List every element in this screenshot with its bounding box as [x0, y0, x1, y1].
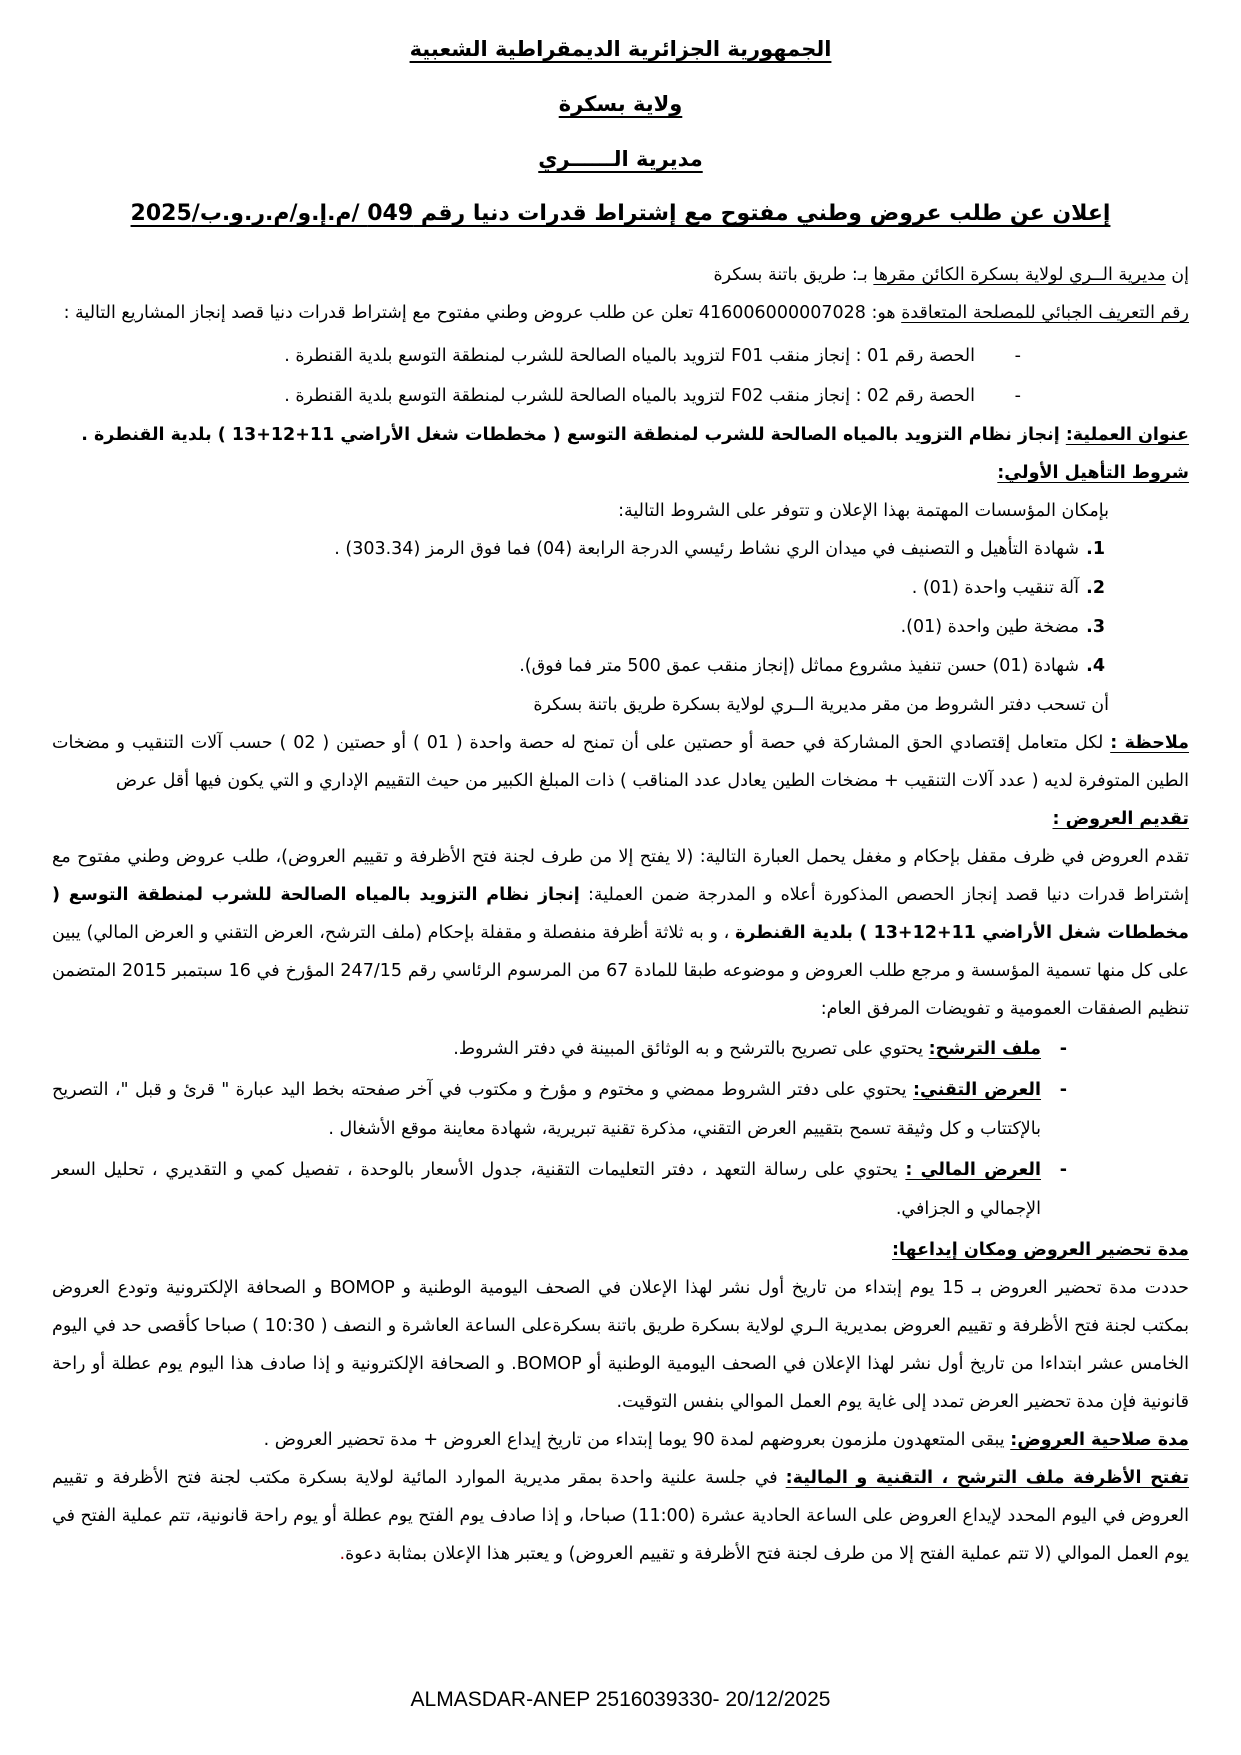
operation-line	[52, 416, 1189, 454]
submission-paragraph-bold: إنجاز نظام التزويد بالمياه الصالحة للشرب لمنطقة التوسع ( مخططات شغل الأراضي 11+12+13 ) بلدية القنطرة	[52, 885, 1189, 943]
dash-bullet-icon: -	[1014, 346, 1021, 366]
submission-paragraph-normal: تقدم العروض في ظرف مقفل بإحكام و مغفل يحمل العبارة التالية: (لا يفتح إلا من طرف لجنة فتح الأظرفة و تقييم العروض)، طلب عروض وطني مفتوح مع إشتراط قدرات دنيا قصد إنجاز الحصص المذكورة أعلاه و المدرجة ضمن العملية:	[52, 847, 1189, 905]
dash-bullet-icon: -	[1059, 1039, 1067, 1059]
operation-text: إنجاز نظام التزويد بالمياه الصالحة للشرب لمنطقة التوسع ( مخططات شغل الأراضي 11+12+13 ) بلدية القنطرة .	[81, 425, 1066, 445]
envelope-item-technical	[52, 1071, 1189, 1149]
envelope-item-financial	[52, 1151, 1189, 1229]
envelope-technical-text	[52, 1071, 1041, 1149]
envelope-financial-body: يحتوي على رسالة التعهد ، دفتر التعليمات التقنية، جدول الأسعار بالوحدة ، تفصيل كمي و التقديري ، تحليل السعر الإجمالي و الجزافي.	[52, 1160, 1041, 1219]
envelope-candidacy-text	[52, 1030, 1041, 1069]
condition-item-2	[52, 569, 1189, 608]
wilaya-line	[52, 91, 1189, 117]
condition-1-number: 1.	[1086, 539, 1105, 559]
dash-bullet-icon: -	[1059, 1160, 1067, 1180]
submission-paragraph-rest: ، و به ثلاثة أظرفة منفصلة و مقفلة بإحكام (ملف الترشح، العرض التقني و العرض المالي) يبين على كل منها تسمية المؤسسة و مرجع طلب العروض و موضوعه طبقا للمادة 67 من المرسوم الرئاسي رقم 247/15 المؤرخ في 16 سبتمبر 2015 المتضمن تنظيم الصفقات العمومية و تفويضات المرفق العام:	[52, 923, 1190, 1019]
envelope-candidacy-body: يحتوي على تصريح بالترشح و به الوثائق المبينة في دفتر الشروط.	[453, 1039, 929, 1059]
preparation-paragraph-text: حددت مدة تحضير العروض بـ 15 يوم إبتداء من تاريخ أول نشر لهذا الإعلان في الصحف اليومية الوطنية و BOMOP و الصحافة الإلكترونية وتودع العروض بمكتب لجنة فتح الأظرفة و تقييم العروض بمديرية الـري لولاية بسكرة طريق باتنة بسكرةعلى الساعة العاشرة و النصف ( 10:30 ) صباحا كأقصى حد في اليوم الخامس عشر ابتداءا من تاريخ أول نشر لهذا الإعلان في الصحف اليومية الوطنية أو BOMOP. و الصحافة الإلكترونية و إذا صادف هذا اليوم يوم عطلة أو راحة قانونية فإن مدة تحضير العرض تمدد إلى غاية يوم العمل الموالي بنفس التوقيت.	[52, 1278, 1189, 1412]
republic-line	[52, 36, 1189, 62]
lot-item-1-text: الحصة رقم 01 : إنجاز منقب F01 لتزويد بالمياه الصالحة للشرب لمنطقة التوسع بلدية القنطرة .	[284, 346, 975, 366]
republic-text: الجمهورية الجزائرية الديمقراطية الشعبية	[409, 37, 832, 61]
directorate-text: مديرية الــــــري	[538, 147, 703, 171]
footer-reference-text: ALMASDAR-ANEP 2516039330- 20/12/2025	[410, 1688, 831, 1711]
validity-text: يبقى المتعهدون ملزمون بعروضهم لمدة 90 يوما إبتداء من تاريخ إيداع العروض + مدة تحضير العروض .	[263, 1430, 1011, 1450]
directorate-line	[52, 146, 1189, 172]
intro-line-2-underlined: رقم التعريف الجبائي للمصلحة المتعاقدة	[901, 303, 1189, 323]
opening-final-period: .	[339, 1544, 346, 1564]
opening-paragraph	[52, 1459, 1189, 1573]
preparation-title-text: مدة تحضير العروض ومكان إيداعها:	[891, 1240, 1189, 1260]
remark-paragraph	[52, 724, 1189, 800]
envelope-technical-label: العرض التقني:	[913, 1080, 1042, 1100]
intro-line-1-prefix: إن	[1165, 265, 1189, 285]
condition-3-text: مضخة طين واحدة (01).	[900, 617, 1079, 637]
envelope-financial-label: العرض المالي :	[905, 1160, 1041, 1180]
submission-title	[52, 800, 1189, 838]
intro-line-1-rest: بـ: طريق باتنة بسكرة	[713, 265, 874, 285]
preparation-title	[52, 1231, 1189, 1269]
condition-2-text: آلة تنقيب واحدة (01) .	[911, 578, 1079, 598]
remark-text: لكل متعامل إقتصادي الحق المشاركة في حصة أو حصتين على أن تمنح له حصة واحدة ( 01 ) أو حصتين ( 02 ) حسب آلات التنقيب و مضخات الطين المتوفرة لديه ( عدد آلات التنقيب + مضخات الطين يعادل عدد المناقب ) ذات المبلغ الكبير من حيث التقييم الإداري و التي يكون فيها أقل عرض	[52, 733, 1189, 791]
condition-1-text: شهادة التأهيل و التصنيف في ميدان الري نشاط رئيسي الدرجة الرابعة (04) فما فوق الرمز (303.34) .	[334, 539, 1079, 559]
qualification-intro-text: بإمكان المؤسسات المهتمة بهذا الإعلان و تتوفر على الشروط التالية:	[618, 501, 1109, 521]
notice-title	[52, 201, 1189, 227]
condition-2-number: 2.	[1086, 578, 1105, 598]
withdraw-note-text: أن تسحب دفتر الشروط من مقر مديرية الــري لولاية بسكرة طريق باتنة بسكرة	[533, 695, 1109, 715]
lot-item-2-text: الحصة رقم 02 : إنجاز منقب F02 لتزويد بالمياه الصالحة للشرب لمنطقة التوسع بلدية القنطرة .	[284, 386, 975, 406]
withdraw-note	[52, 686, 1189, 724]
lot-item-1	[52, 336, 1189, 376]
submission-paragraph	[52, 838, 1189, 1028]
condition-item-4	[52, 647, 1189, 686]
wilaya-text: ولاية بسكرة	[558, 92, 683, 116]
intro-line-2-rest: هو: 416006000007028 تعلن عن طلب عروض وطني مفتوح مع إشتراط قدرات دنيا قصد إنجاز المشاريع التالية :	[63, 303, 902, 323]
dash-bullet-icon: -	[1014, 386, 1021, 406]
condition-4-text: شهادة (01) حسن تنفيذ مشروع مماثل (إنجاز منقب عمق 500 متر فما فوق).	[519, 656, 1079, 676]
condition-item-3	[52, 608, 1189, 647]
opening-label: تفتح الأظرفة ملف الترشح ، التقنية و المالية:	[785, 1468, 1189, 1488]
validity-paragraph	[52, 1421, 1189, 1459]
condition-4-number: 4.	[1086, 656, 1105, 676]
remark-label: ملاحظة :	[1110, 733, 1189, 753]
intro-line-1	[52, 256, 1189, 294]
submission-title-text: تقديم العروض :	[1052, 809, 1189, 829]
footer-reference	[0, 1688, 1241, 1712]
qualification-intro	[52, 492, 1189, 530]
envelope-technical-body: يحتوي على دفتر الشروط ممضي و مختوم و مؤرخ و مكتوب في آخر صفحته بخط اليد عبارة " قرئ و قبل "، التصريح بالإكتتاب و كل وثيقة تسمح بتقييم العرض التقني، مذكرة تقنية تبريرية، شهادة معاينة موقع الأشغال .	[52, 1080, 1041, 1139]
lot-item-2	[52, 376, 1189, 416]
intro-line-2	[52, 294, 1189, 332]
dash-bullet-icon: -	[1059, 1080, 1067, 1100]
envelope-financial-text	[52, 1151, 1041, 1229]
opening-text: في جلسة علنية واحدة بمقر مديرية الموارد المائية لولاية بسكرة مكتب لجنة فتح الأظرفة و تقييم العروض في اليوم المحدد لإيداع العروض على الساعة الحادية عشرة (11:00) صباحا، و إذا صادف يوم الفتح يوم عطلة أو يوم راحة قانونية، تتم عملية الفتح في يوم العمل الموالي (لا تتم عملية الفتح إلا من طرف لجنة فتح الأظرفة و تقييم العروض) و يعتبر هذا الإعلان بمثابة دعوة	[52, 1468, 1190, 1564]
condition-item-1	[52, 530, 1189, 569]
operation-label: عنوان العملية:	[1065, 425, 1189, 445]
condition-3-number: 3.	[1086, 617, 1105, 637]
preparation-paragraph	[52, 1269, 1189, 1421]
qualification-title-text: شروط التأهيل الأولي:	[997, 463, 1189, 483]
notice-title-text: إعلان عن طلب عروض وطني مفتوح مع إشتراط قدرات دنيا رقم 049 /م.إ.و/م.ر.و.ب/2025	[130, 201, 1111, 226]
intro-line-1-underlined: مديرية الــري لولاية بسكرة الكائن مقرها	[873, 265, 1166, 285]
validity-label: مدة صلاحية العروض:	[1010, 1430, 1189, 1450]
envelope-candidacy-label: ملف الترشح:	[928, 1039, 1041, 1059]
qualification-title	[52, 454, 1189, 492]
envelope-item-candidacy	[52, 1030, 1189, 1069]
